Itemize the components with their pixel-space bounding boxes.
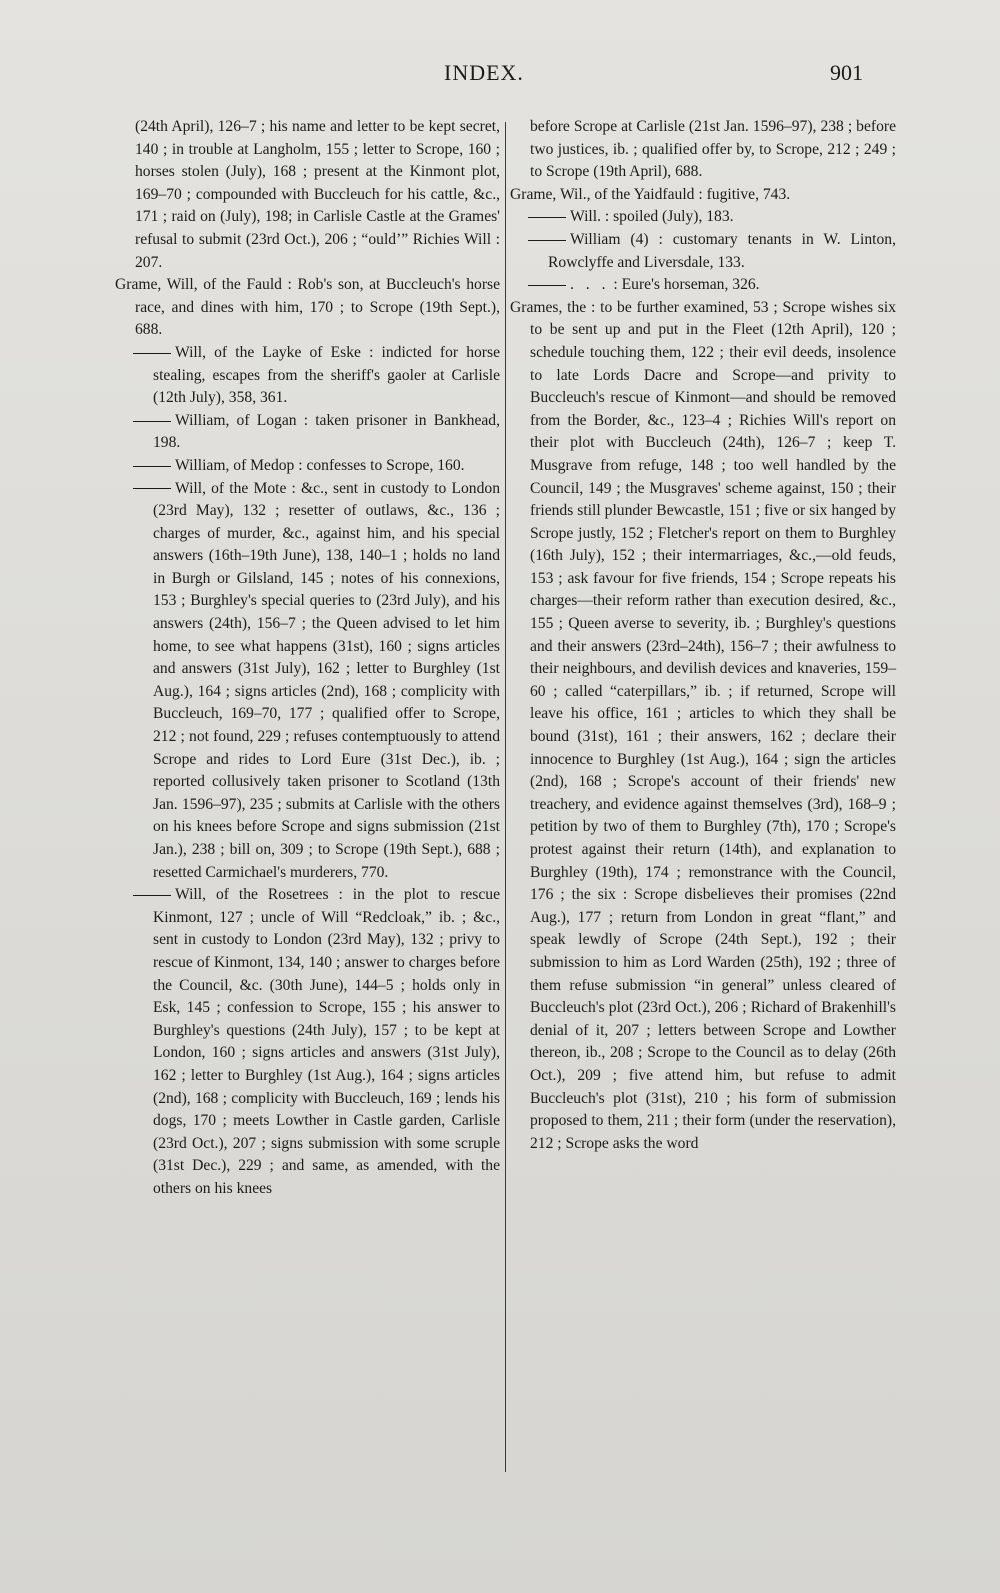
ditto-dash [133, 488, 171, 489]
index-subentry: Will, of the Layke of Eske : indicted for horse stealing, escapes from the sheriff's gaoler at Carlisle (12th July), 358, 361. [115, 342, 500, 410]
column-divider [505, 122, 506, 1472]
ditto-dash [133, 353, 171, 354]
index-subentry: Will, of the Mote : &c., sent in custody to London (23rd May), 132 ; resetter of outlaws, &c., 136 ; charges of murder, &c., against him, and his special answers (16th–19th June), 138, 140–1 ; holds no land in Burgh or Gilsland, 145 ; notes of his connexions, 153 ; Burghley's special queries to (23rd July), and his answers (24th), 156–7 ; the Queen advised to let him home, to see what happens (31st), 160 ; signs articles and answers (31st July), 162 ; letter to Burghley (1st Aug.), 164 ; signs articles (2nd), 168 ; complicity with Buccleuch, 169–70, 177 ; qualified offer to Scrope, 212 ; not found, 229 ; refuses contemptuously to attend Scrope and rides to Lord Eure (31st Dec.), ib. ; reported collusively taken prisoner to Scotland (13th Jan. 1596–97), 235 ; submits at Carlisle with the others on his knees before Scrope and signs submission (21st Jan.), 238 ; bill on, 309 ; to Scrope (19th Sept.), 688 ; resetted Carmichael's murderers, 770. [115, 478, 500, 885]
right-column [510, 116, 896, 1155]
running-title: INDEX. [444, 60, 524, 85]
index-entry: Grames, the : to be further examined, 53 ; Scrope wishes six to be sent up and put in the Fleet (12th April), 120 ; schedule touching them, 122 ; their evil deeds, insolence to late Lords Dacre and Scrope—and privity to Buccleuch's rescue of Kinmont—and should be removed from the Border, &c., 123–4 ; Richies Will's report on their plot with Buccleuch (24th), 126–7 ; keep T. Musgrave from refuge, 148 ; too well handled by the Council, 149 ; the Musgraves' scheme against, 150 ; their friends still plunder Bewcastle, 151 ; five or six hanged by Scrope justly, 152 ; Fletcher's report on them to Burghley (16th July), 152 ; their intermarriages, &c.,—old feuds, 153 ; ask favour for five friends, 154 ; Scrope repeats his charges—their reform rather than execution desired, &c., 155 ; Queen averse to severity, ib. ; Burghley's questions and their answers (23rd–24th), 156–7 ; their awfulness to their neighbours, and devilish devices and knaveries, 159–60 ; called “caterpillars,” ib. ; if returned, Scrope will leave his office, 161 ; articles to which they shall be bound (31st), 161 ; their answers, 162 ; declare their innocence to Burghley (1st Aug.), 164 ; sign the articles (2nd), 168 ; Scrope's account of their friends' new treachery, and evidence against themselves (3rd), 168–9 ; petition by two of them to Burghley (7th), 170 ; Scrope's protest against their return (14th), and explanation to Burghley (19th), 174 ; remonstrance with the Council, 176 ; the six : Scrope disbelieves their promises (22nd Aug.), 177 ; return from London in great “flant,” and speak lewdly of Scrope (24th Sept.), 192 ; their submission to him as Lord Warden (25th), 192 ; three of them refuse submission “in general” unless cleared of Buccleuch's plot (23rd Oct.), 206 ; Richard of Brakenhill's denial of it, 207 ; letters between Scrope and Lowther thereon, ib., 208 ; Scrope to the Council as to delay (26th Oct.), 209 ; five attend him, but refuse to admit Buccleuch's plot (31st), 210 ; his form of submission proposed to them, 211 ; their form (under the reservation), 212 ; Scrope asks the word [510, 298, 896, 1152]
left-column [115, 116, 500, 1201]
index-entry: (24th April), 126–7 ; his name and letter to be kept secret, 140 ; in trouble at Langholm, 155 ; letter to Scrope, 160 ; horses stolen (July), 168 ; present at the Kinmont plot, 169–70 ; compounded with Buccleuch for his cattle, &c., 171 ; raid on (July), 198; in Carlisle Castle at the Grames' refusal to submit (23rd Oct.), 206 ; “ouldʼ” Richies Will : 207. [135, 118, 500, 271]
ellipsis-dots: . . . [570, 276, 610, 294]
index-subentry: Will. : spoiled (July), 183. [510, 206, 896, 229]
ditto-dash [528, 240, 566, 241]
ditto-dash [528, 217, 566, 218]
ditto-dash [528, 285, 566, 286]
ditto-dash [133, 895, 171, 896]
index-entry: Grame, Wil., of the Yaidfauld : fugitive, 743. [510, 185, 791, 203]
index-subentry: William (4) : customary tenants in W. Linton, Rowclyffe and Liversdale, 133. [510, 229, 896, 274]
index-entry: Grame, Will, of the Fauld : Rob's son, at Buccleuch's horse race, and dines with him, 170 ; to Scrope (19th Sept.), 688. [115, 276, 500, 339]
page-number: 901 [830, 60, 863, 85]
index-subentry: William, of Medop : confesses to Scrope, 160. [115, 455, 500, 478]
index-subentry: William, of Logan : taken prisoner in Bankhead, 198. [115, 410, 500, 455]
page-header [0, 60, 1000, 100]
index-subentry: . . . : Eure's horseman, 326. [510, 274, 896, 297]
ditto-dash [133, 421, 171, 422]
index-subentry: Will, of the Rosetrees : in the plot to rescue Kinmont, 127 ; uncle of Will “Redcloak,” ib. ; &c., sent in custody to London (23rd May), 132 ; privy to rescue of Kinmont, 134, 140 ; answer to charges before the Council, &c. (30th June), 144–5 ; holds only in Esk, 145 ; confession to Scrope, 155 ; his answer to Burghley's questions (24th July), 157 ; to be kept at London, 160 ; signs articles and answers (31st July), 162 ; letter to Burghley (1st Aug.), 164 ; signs articles (2nd), 168 ; complicity with Buccleuch, 169 ; lends his dogs, 170 ; meets Lowther in Castle garden, Carlisle (23rd Oct.), 207 ; signs submission with some scruple (31st Dec.), 229 ; and same, as amended, with the others on his knees [115, 884, 500, 1200]
ditto-dash [133, 466, 171, 467]
index-entry: before Scrope at Carlisle (21st Jan. 1596–97), 238 ; before two justices, ib. ; qualified offer by, to Scrope, 212 ; 249 ; to Scrope (19th April), 688. [530, 118, 896, 181]
